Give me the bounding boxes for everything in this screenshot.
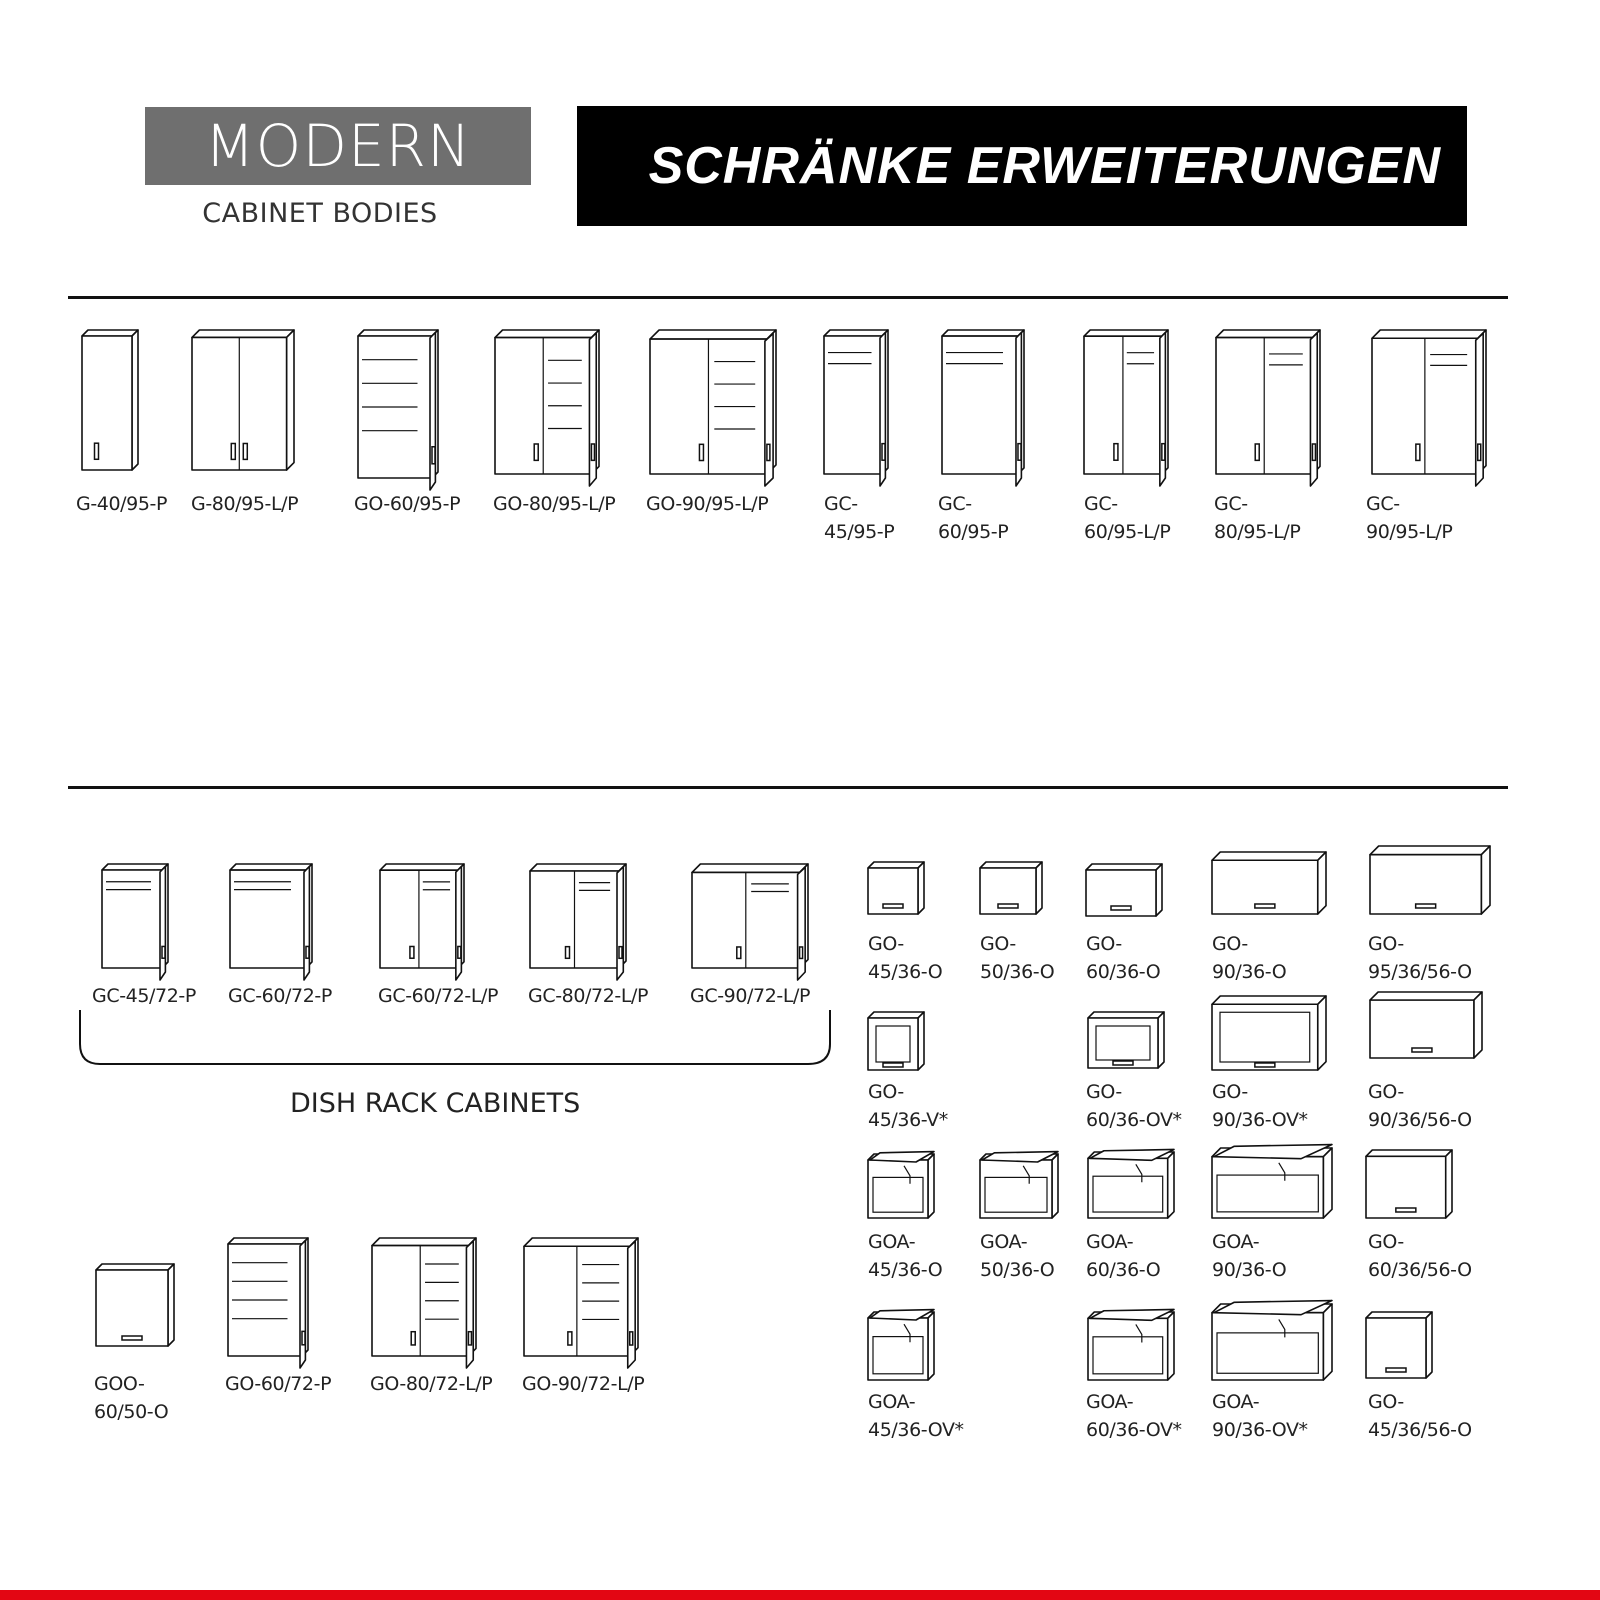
cabinet-drawing-icon — [978, 1152, 1060, 1220]
divider-top — [68, 296, 1508, 299]
cabinet-code-label: G-40/95-P — [76, 493, 168, 515]
cabinet-code-label: GO-90/95-L/P — [646, 493, 769, 515]
brand-subtitle: CABINET BODIES — [202, 198, 438, 229]
cabinet-drawing-icon — [528, 862, 628, 970]
cabinet-code-label: GO- 60/36/56-O — [1368, 1231, 1472, 1281]
cabinet-drawing-icon — [356, 328, 440, 480]
cabinet-drawing-icon — [1086, 1010, 1166, 1070]
cabinet-code-label: GC-90/72-L/P — [690, 985, 811, 1007]
cabinet-code-label: GO- 60/36-O — [1086, 933, 1161, 983]
cabinet-drawing-icon — [522, 1236, 640, 1358]
cabinet-drawing-icon — [493, 328, 601, 476]
cabinet-code-label: GOA- 60/36-OV* — [1086, 1391, 1182, 1441]
cabinet-code-label: GOA- 50/36-O — [980, 1231, 1055, 1281]
cabinet-code-label: GO- 45/36-O — [868, 933, 943, 983]
page-title: SCHRÄNKE ERWEITERUNGEN — [648, 137, 1441, 195]
cabinet-code-label: GC-80/72-L/P — [528, 985, 649, 1007]
cabinet-drawing-icon — [1210, 1146, 1334, 1220]
cabinet-code-label: GC- 45/95-P — [824, 493, 895, 543]
cabinet-drawing-icon — [1086, 1310, 1176, 1382]
cabinet-drawing-icon — [648, 328, 778, 476]
cabinet-drawing-icon — [822, 328, 890, 476]
accent-bar — [0, 1590, 1600, 1600]
cabinet-drawing-icon — [940, 328, 1026, 476]
cabinet-code-label: GC-45/72-P — [92, 985, 196, 1007]
cabinet-code-label: GO- 45/36/56-O — [1368, 1391, 1472, 1441]
cabinet-drawing-icon — [1364, 1148, 1454, 1220]
cabinet-drawing-icon — [228, 862, 314, 970]
cabinet-drawing-icon — [1370, 328, 1488, 476]
cabinet-code-label: GO- 90/36-OV* — [1212, 1081, 1308, 1131]
dish-rack-bracket — [78, 1008, 834, 1068]
cabinet-code-label: GO-90/72-L/P — [522, 1373, 645, 1395]
cabinet-code-label: GO- 95/36/56-O — [1368, 933, 1472, 983]
cabinet-code-label: GOO- 60/50-O — [94, 1373, 169, 1423]
cabinet-code-label: GC- 90/95-L/P — [1366, 493, 1453, 543]
cabinet-code-label: GC-60/72-P — [228, 985, 332, 1007]
cabinet-drawing-icon — [866, 860, 926, 916]
cabinet-drawing-icon — [1368, 844, 1492, 916]
cabinet-code-label: GC- 60/95-P — [938, 493, 1009, 543]
cabinet-drawing-icon — [1214, 328, 1322, 476]
cabinet-code-label: GC- 80/95-L/P — [1214, 493, 1301, 543]
cabinet-code-label: GO- 60/36-OV* — [1086, 1081, 1182, 1131]
cabinet-drawing-icon — [190, 328, 296, 472]
cabinet-drawing-icon — [100, 862, 170, 970]
cabinet-code-label: GOA- 60/36-O — [1086, 1231, 1161, 1281]
cabinet-code-label: GOA- 45/36-OV* — [868, 1391, 964, 1441]
dish-rack-caption: DISH RACK CABINETS — [290, 1088, 581, 1119]
cabinet-code-label: GOA- 45/36-O — [868, 1231, 943, 1281]
cabinet-code-label: GO- 90/36/56-O — [1368, 1081, 1472, 1131]
cabinet-drawing-icon — [1210, 994, 1328, 1072]
cabinet-drawing-icon — [690, 862, 810, 970]
cabinet-drawing-icon — [866, 1310, 936, 1382]
cabinet-drawing-icon — [226, 1236, 310, 1358]
cabinet-code-label: GO-60/72-P — [225, 1373, 332, 1395]
cabinet-drawing-icon — [1086, 1150, 1176, 1220]
cabinet-code-label: GOA- 90/36-O — [1212, 1231, 1287, 1281]
cabinet-code-label: GO-80/95-L/P — [493, 493, 616, 515]
cabinet-code-label: GO- 90/36-O — [1212, 933, 1287, 983]
brand-logo: MODERN — [145, 107, 531, 185]
cabinet-drawing-icon — [866, 1010, 926, 1072]
cabinet-drawing-icon — [1082, 328, 1170, 476]
cabinet-drawing-icon — [1210, 1302, 1334, 1382]
divider-middle — [68, 786, 1508, 789]
cabinet-drawing-icon — [378, 862, 466, 970]
cabinet-drawing-icon — [1364, 1310, 1434, 1380]
title-banner — [577, 106, 1467, 226]
cabinet-code-label: GOA- 90/36-OV* — [1212, 1391, 1308, 1441]
cabinet-code-label: G-80/95-L/P — [191, 493, 299, 515]
cabinet-code-label: GC-60/72-L/P — [378, 985, 499, 1007]
cabinet-drawing-icon — [1084, 862, 1164, 918]
cabinet-drawing-icon — [1210, 850, 1328, 916]
cabinet-drawing-icon — [370, 1236, 478, 1358]
cabinet-code-label: GO- 45/36-V* — [868, 1081, 948, 1131]
cabinet-drawing-icon — [1368, 990, 1484, 1060]
cabinet-code-label: GO-80/72-L/P — [370, 1373, 493, 1395]
cabinet-drawing-icon — [978, 860, 1044, 916]
cabinet-code-label: GO-60/95-P — [354, 493, 461, 515]
cabinet-drawing-icon — [94, 1262, 176, 1348]
cabinet-code-label: GC- 60/95-L/P — [1084, 493, 1171, 543]
cabinet-code-label: GO- 50/36-O — [980, 933, 1055, 983]
cabinet-drawing-icon — [866, 1152, 936, 1220]
cabinet-drawing-icon — [80, 328, 140, 472]
